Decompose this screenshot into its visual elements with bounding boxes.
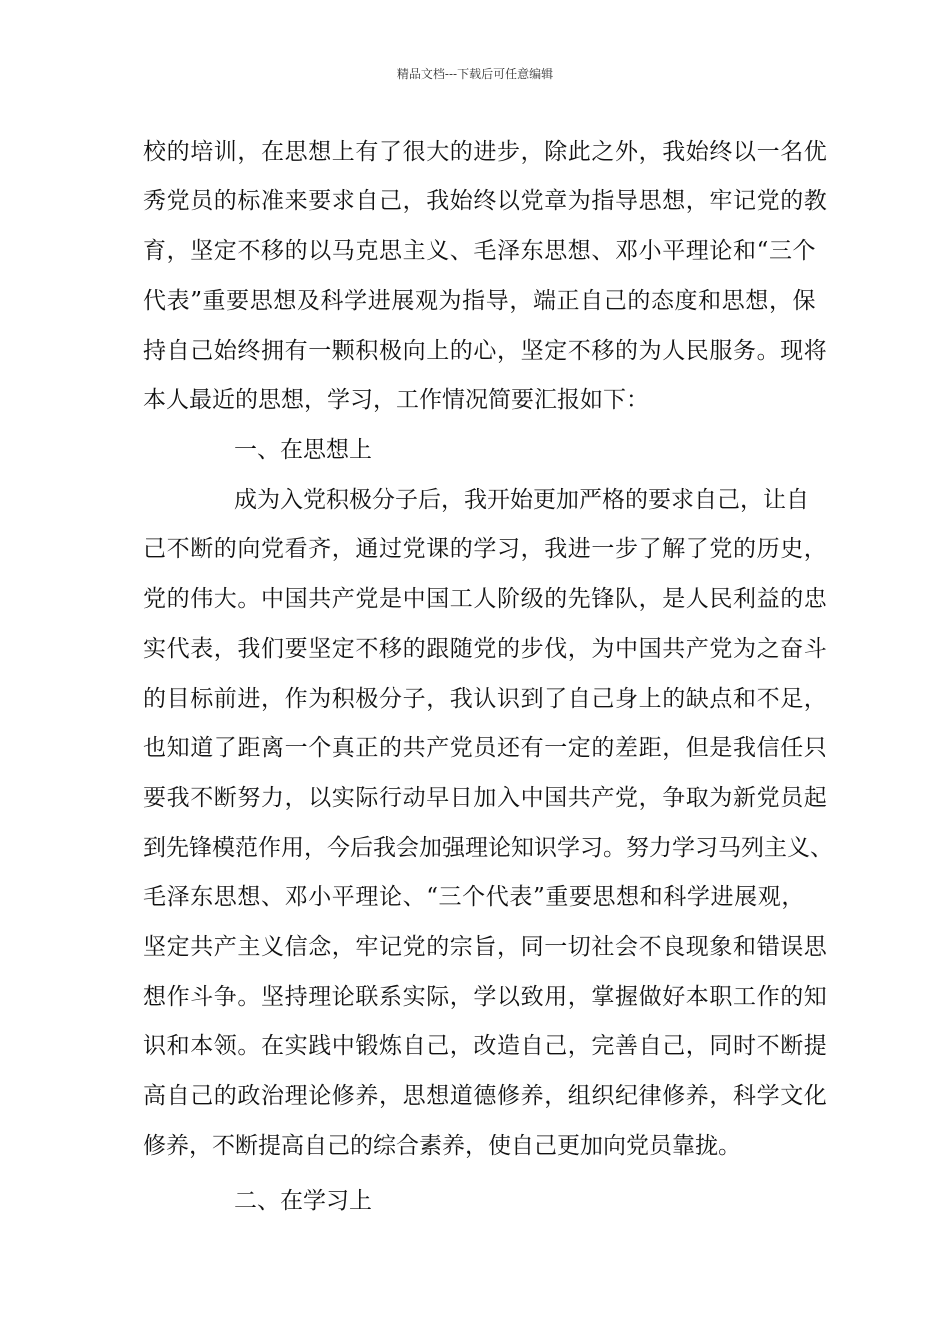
section-heading-thought: 一、在思想上 <box>234 437 372 463</box>
text-line: 成为入党积极分子后，我开始更加严格的要求自己，让自 <box>234 487 809 513</box>
text-line: 要我不断努力，以实际行动早日加入中国共产党，争取为新党员起 <box>143 785 828 811</box>
text-line: 校的培训，在思想上有了很大的进步，除此之外，我始终以一名优 <box>143 139 828 165</box>
text-line: 的目标前进，作为积极分子，我认识到了自己身上的缺点和不足， <box>143 686 828 712</box>
text-line: 持自己始终拥有一颗积极向上的心，坚定不移的为人民服务。现将 <box>143 338 828 364</box>
text-line: 己不断的向党看齐，通过党课的学习，我进一步了解了党的历史， <box>143 536 828 562</box>
text-line: 实代表，我们要坚定不移的跟随党的步伐，为中国共产党为之奋斗 <box>143 636 828 662</box>
page-header: 精品文档---下载后可任意编辑 <box>396 67 554 81</box>
text-line: 育，坚定不移的以马克思主义、毛泽东思想、邓小平理论和“三个 <box>143 238 817 264</box>
text-line: 毛泽东思想、邓小平理论、“三个代表”重要思想和科学进展观， <box>143 884 805 910</box>
text-line: 代表”重要思想及科学进展观为指导，端正自己的态度和思想，保 <box>143 288 817 314</box>
section-heading-study: 二、在学习上 <box>234 1188 372 1214</box>
text-line: 修养，不断提高自己的综合素养，使自己更加向党员靠拢。 <box>143 1133 741 1159</box>
text-line: 识和本领。在实践中锻炼自己，改造自己，完善自己，同时不断提 <box>143 1033 828 1059</box>
text-line: 想作斗争。坚持理论联系实际，学以致用，掌握做好本职工作的知 <box>143 984 828 1010</box>
text-line: 本人最近的思想，学习，工作情况简要汇报如下： <box>143 387 649 413</box>
text-line: 到先锋模范作用，今后我会加强理论知识学习。努力学习马列主义、 <box>143 835 833 861</box>
text-line: 坚定共产主义信念，牢记党的宗旨，同一切社会不良现象和错误思 <box>143 934 828 960</box>
text-line: 高自己的政治理论修养，思想道德修养，组织纪律修养，科学文化 <box>143 1083 828 1109</box>
text-line: 也知道了距离一个真正的共产党员还有一定的差距，但是我信任只 <box>143 735 828 761</box>
text-line: 秀党员的标准来要求自己，我始终以党章为指导思想，牢记党的教 <box>143 188 828 214</box>
text-line: 党的伟大。中国共产党是中国工人阶级的先锋队，是人民利益的忠 <box>143 586 828 612</box>
